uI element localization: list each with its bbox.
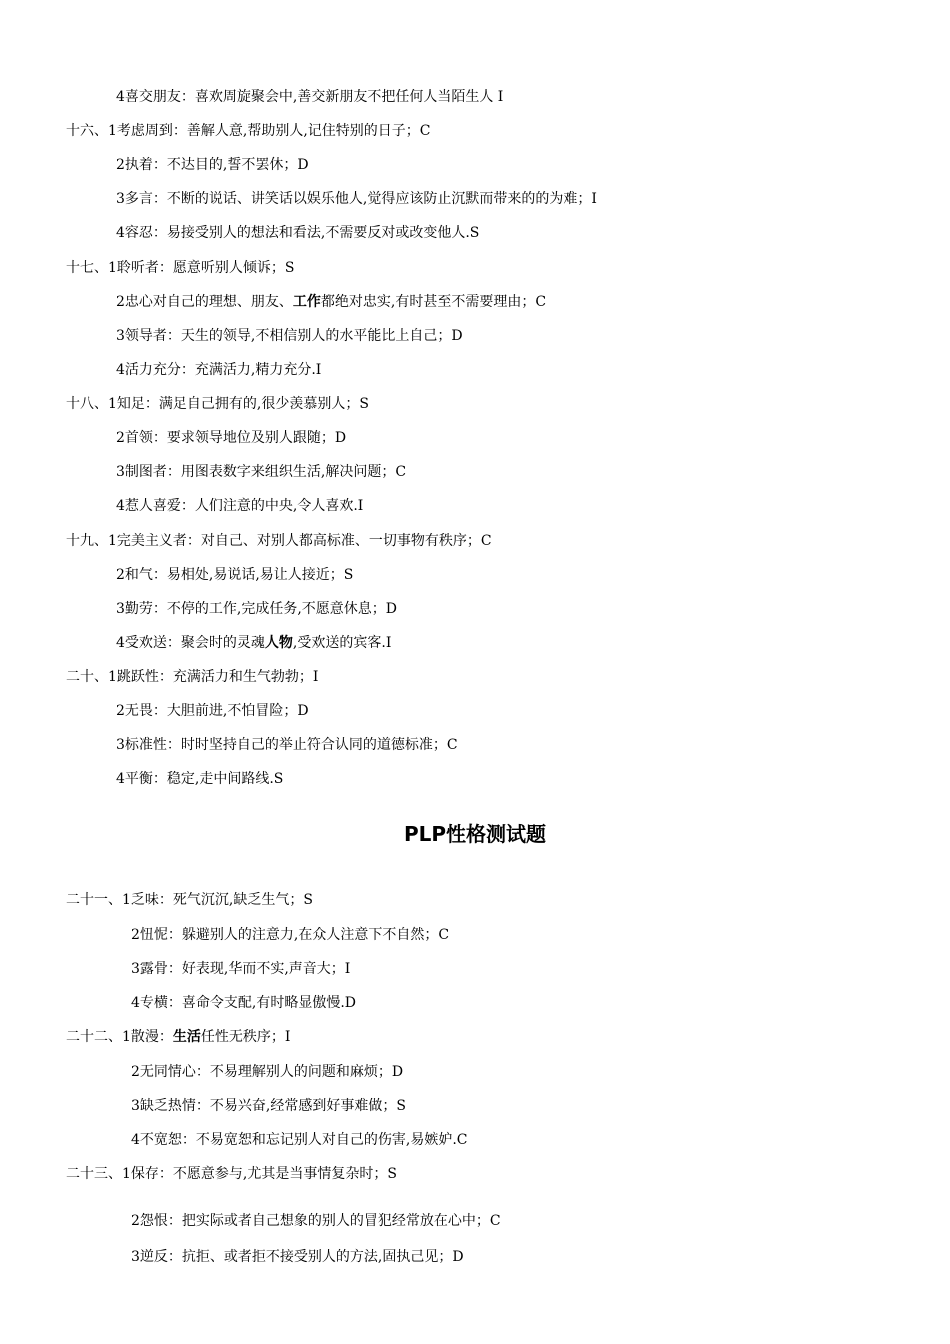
text-segment: 任性无秩序；I bbox=[200, 1029, 291, 1045]
bold-keyword: 人物 bbox=[264, 635, 293, 651]
question-17-option-2 bbox=[116, 293, 546, 311]
question-19-option-3: 3勤劳：不停的工作,完成任务,不愿意休息；D bbox=[116, 601, 398, 617]
question-17-option-4: 4活力充分：充满活力,精力充分.I bbox=[116, 362, 322, 378]
question-19-option-2: 2和气：易相处,易说话,易让人接近；S bbox=[116, 567, 354, 583]
text-segment: ,受欢送的宾客.I bbox=[292, 635, 392, 651]
question-17-option-1: 十七、1聆听者：愿意听别人倾诉；S bbox=[66, 260, 295, 276]
question-18-option-3: 3制图者：用图表数字来组织生活,解决问题；C bbox=[116, 464, 407, 480]
text-segment: 二十二、1散漫： bbox=[66, 1029, 173, 1045]
question-22-option-2: 2无同情心：不易理解别人的问题和麻烦；D bbox=[131, 1064, 404, 1080]
question-18-option-4: 4惹人喜爱：人们注意的中央,令人喜欢.I bbox=[116, 498, 364, 514]
question-20-option-4: 4平衡：稳定,走中间路线.S bbox=[116, 771, 284, 787]
question-23-option-3: 3逆反：抗拒、或者拒不接受别人的方法,固执己见；D bbox=[131, 1249, 464, 1265]
question-19-option-4 bbox=[116, 634, 391, 652]
text-segment: 2忠心对自己的理想、朋友、 bbox=[116, 294, 293, 310]
question-19-option-1: 十九、1完美主义者：对自己、对别人都高标准、一切事物有秩序；C bbox=[66, 533, 492, 549]
question-18-option-1: 十八、1知足：满足自己拥有的,很少羡慕别人；S bbox=[66, 396, 369, 412]
question-20-option-1: 二十、1跳跃性：充满活力和生气勃勃；I bbox=[66, 669, 319, 685]
text-line: 4喜交朋友：喜欢周旋聚会中,善交新朋友不把任何人当陌生人 I bbox=[116, 89, 504, 105]
question-22-option-1 bbox=[66, 1028, 290, 1046]
question-23-option-1: 二十三、1保存：不愿意参与,尤其是当事情复杂时；S bbox=[66, 1166, 397, 1182]
question-20-option-2: 2无畏：大胆前进,不怕冒险；D bbox=[116, 703, 309, 719]
question-18-option-2: 2首领：要求领导地位及别人跟随；D bbox=[116, 430, 347, 446]
section-title: PLP性格测试题 bbox=[403, 822, 547, 846]
question-21-option-3: 3露骨：好表现,华而不实,声音大；I bbox=[131, 961, 351, 977]
question-16-option-3: 3多言：不断的说话、讲笑话以娱乐他人,觉得应该防止沉默而带来的的为难；I bbox=[116, 191, 597, 207]
question-23-option-2: 2怨恨：把实际或者自己想象的别人的冒犯经常放在心中；C bbox=[131, 1213, 501, 1229]
question-20-option-3: 3标准性：时时坚持自己的举止符合认同的道德标准；C bbox=[116, 737, 458, 753]
question-21-option-2: 2忸怩：躲避别人的注意力,在众人注意下不自然；C bbox=[131, 927, 450, 943]
text-segment: 都绝对忠实,有时甚至不需要理由；C bbox=[320, 294, 547, 310]
question-16-option-1: 十六、1考虑周到：善解人意,帮助别人,记住特别的日子；C bbox=[66, 123, 431, 139]
bold-keyword: 生活 bbox=[172, 1029, 201, 1045]
question-22-option-3: 3缺乏热情：不易兴奋,经常感到好事难做；S bbox=[131, 1098, 406, 1114]
text-segment: 4受欢送：聚会时的灵魂 bbox=[116, 635, 265, 651]
question-21-option-1: 二十一、1乏味：死气沉沉,缺乏生气；S bbox=[66, 892, 313, 908]
question-16-option-4: 4容忍：易接受别人的想法和看法,不需要反对或改变他人.S bbox=[116, 225, 480, 241]
question-17-option-3: 3领导者：天生的领导,不相信别人的水平能比上自己；D bbox=[116, 328, 463, 344]
question-16-option-2: 2执着：不达目的,誓不罢休；D bbox=[116, 157, 309, 173]
bold-keyword: 工作 bbox=[292, 294, 321, 310]
question-22-option-4: 4不宽恕：不易宽恕和忘记别人对自己的伤害,易嫉妒.C bbox=[131, 1132, 468, 1148]
question-21-option-4: 4专横：喜命令支配,有时略显傲慢.D bbox=[131, 995, 357, 1011]
